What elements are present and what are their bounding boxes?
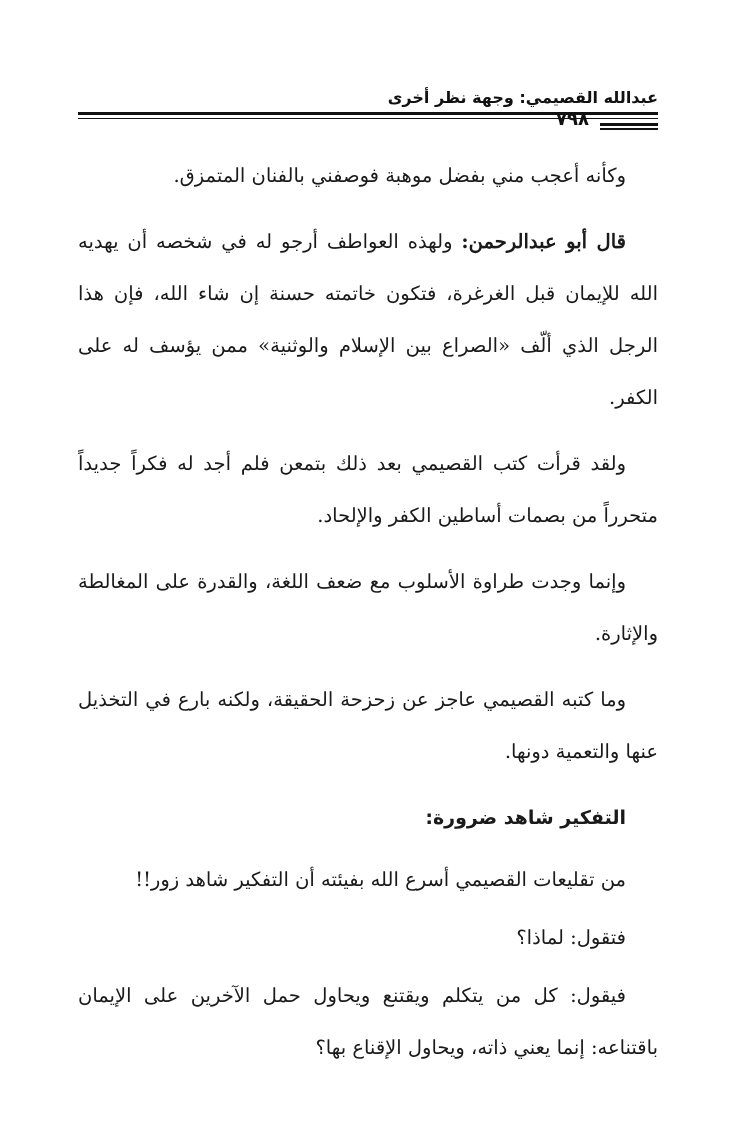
paragraph-4: وإنما وجدت طراوة الأسلوب مع ضعف اللغة، والقدرة على المغالطة والإثارة. (78, 570, 658, 645)
paragraph-2 (78, 216, 658, 424)
folio-rule-upper (600, 123, 658, 126)
paragraph-1: وكأنه أعجب مني بفضل موهبة فوصفني بالفنان المتمزق. (173, 164, 626, 187)
paragraph-8: فيقول: كل من يتكلم ويقتنع ويحاول حمل الآخرين على الإيمان باقتناعه: إنما يعني ذاته، ويحاول الإقناع بها؟ (78, 984, 658, 1059)
page-number: ٧٩٨ (556, 109, 589, 130)
paragraph-5: وما كتبه القصيمي عاجز عن زحزحة الحقيقة، ولكنه بارع في التخذيل عنها والتعمية دونها. (78, 688, 658, 763)
running-head-title: عبدالله القصيمي: وجهة نظر أخرى (387, 88, 658, 107)
paragraph-7: فتقول: لماذا؟ (516, 926, 626, 949)
paragraph-3: ولقد قرأت كتب القصيمي بعد ذلك بتمعن فلم أجد له فكراً جديداً متحرراً من بصمات أساطين الكفر والإلحاد. (78, 452, 658, 527)
section-heading: التفكير شاهد ضرورة: (425, 807, 626, 829)
paragraph-2-lead: قال أبو عبدالرحمن: (461, 230, 626, 253)
folio-rule-lower (600, 128, 658, 130)
page-body (78, 150, 658, 1088)
paragraph-6: من تقليعات القصيمي أسرع الله بفيئته أن التفكير شاهد زور!! (135, 868, 626, 891)
folio-row (0, 110, 736, 130)
paragraph-2-text: ولهذه العواطف أرجو له في شخصه أن يهديه الله للإيمان قبل الغرغرة، فتكون خاتمته حسنة إن شاء الله، فإن هذا الرجل الذي ألّف «الصراع بين الإسلام والوثنية» ممن يؤسف له على الكفر. (78, 230, 658, 409)
